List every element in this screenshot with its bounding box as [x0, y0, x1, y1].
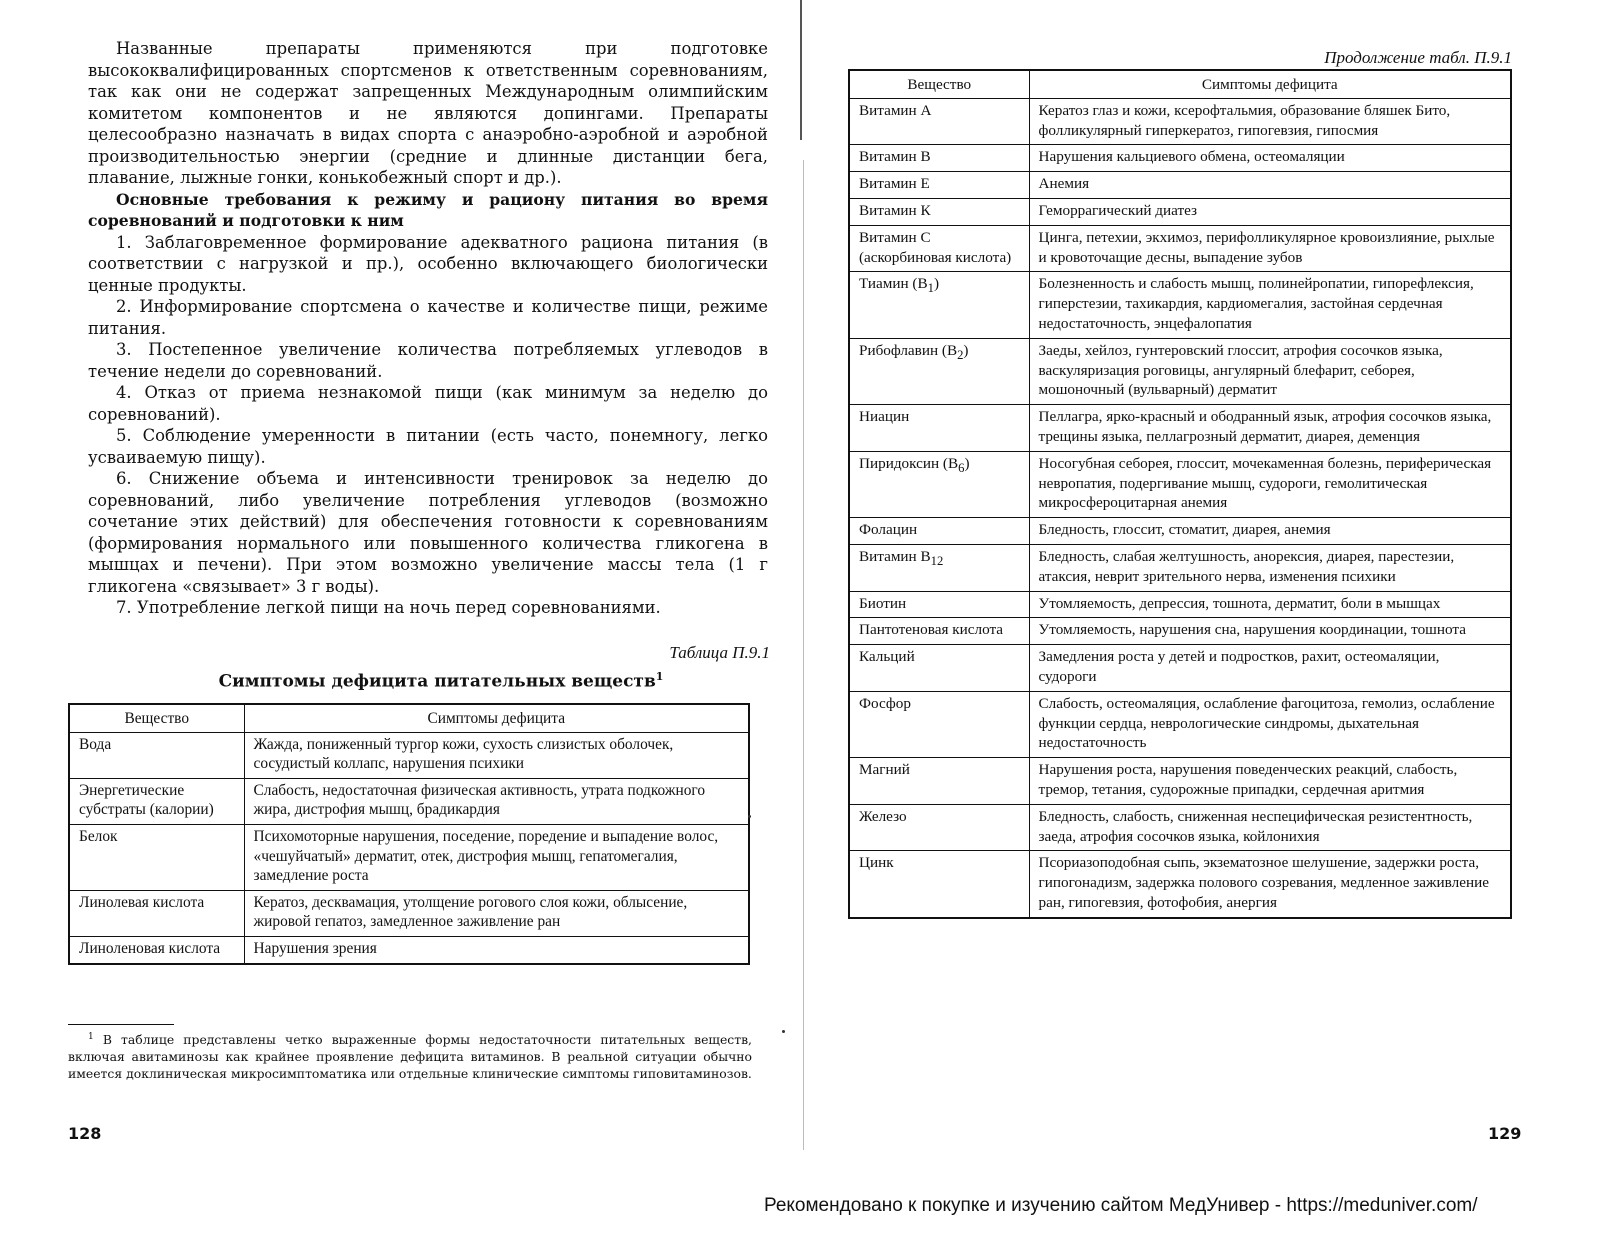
substance-name: Пантотеновая кислота — [859, 621, 1004, 639]
table-header-row — [69, 704, 749, 732]
substance-cell — [849, 145, 1029, 172]
body-paragraph: 3. Постепенное увеличение количества потребляемых углеводов в течение недели до соревнований. — [88, 340, 768, 381]
table-title-footnote-marker: 1 — [655, 670, 664, 683]
meduniver-banner: Рекомендовано к покупке и изучению сайтом МедУнивер - https://meduniver.com/ — [764, 1195, 1478, 1216]
substance-cell — [69, 824, 244, 890]
symptoms-cell: Болезненность и слабость мышц, полинейропатии, гипорефлексия, гиперстезии, тахикардия, кардиомегалия, застойная сердечная недостаточность, энцефалопатия — [1029, 272, 1511, 338]
table-row — [849, 405, 1511, 452]
symptoms-cell: Слабость, недостаточная физическая активность, утрата подкожного жира, дистрофия мышц, брадикардия — [244, 778, 749, 824]
substance-cell — [849, 691, 1029, 757]
section-heading: Основные требования к режиму и рациону питания во время соревнований и подготовки к ним — [88, 189, 768, 230]
table-caption: Таблица П.9.1 — [669, 643, 770, 662]
symptoms-cell: Пеллагра, ярко-красный и ободранный язык, атрофия сосочков языка, трещины языка, пеллагрозный дерматит, диарея, деменция — [1029, 405, 1511, 452]
substance-subscript: 2 — [957, 347, 964, 362]
table-row — [849, 451, 1511, 517]
substance-cell — [849, 225, 1029, 272]
symptoms-cell: Кератоз, десквамация, утолщение рогового слоя кожи, облысение, жировой гепатоз, замедленное заживление ран — [244, 890, 749, 936]
substance-name: Пиридоксин (B — [859, 454, 959, 472]
substance-name: Ниацин — [859, 408, 910, 426]
table-row — [849, 338, 1511, 404]
header-symptoms: Симптомы дефицита — [244, 704, 749, 732]
body-paragraph: 2. Информирование спортсмена о качестве и количестве пищи, режиме питания. — [88, 297, 768, 338]
substance-cell — [849, 591, 1029, 618]
substance-name: Фосфор — [859, 694, 911, 712]
substance-name: Цинк — [859, 854, 894, 872]
substance-name: Рибофлавин (B — [859, 341, 958, 359]
substance-name: Железо — [859, 807, 907, 825]
substance-name: Витамин В — [859, 148, 931, 166]
table-row — [849, 518, 1511, 545]
table-row — [849, 591, 1511, 618]
table-row — [849, 851, 1511, 918]
table-row — [69, 824, 749, 890]
substance-name: Магний — [859, 761, 910, 779]
table-row — [849, 172, 1511, 199]
header-substance: Вещество — [849, 70, 1029, 98]
substance-name: Тиамин (B — [859, 275, 928, 293]
body-paragraph: 6. Снижение объема и интенсивности тренировок за неделю до соревнований, либо увеличение потребления углеводов (возможно сочетание этих действий) для обеспечения готовности к соревнованиям (формирования нормального или повышенного количества гликогена в мышцах и печени). При этом возможно увеличение массы тела (1 г гликогена «связывает» 3 г воды). — [88, 469, 768, 596]
continuation-caption: Продолжение табл. П.9.1 — [1324, 48, 1512, 67]
deficiency-table-part1 — [68, 703, 750, 965]
table-title-text: Симптомы дефицита питательных веществ — [218, 671, 656, 692]
substance-suffix: ) — [964, 454, 970, 472]
substance-cell — [849, 338, 1029, 404]
body-paragraph: 4. Отказ от приема незнакомой пищи (как минимум за неделю до соревнований). — [88, 383, 768, 424]
table-row — [849, 645, 1511, 692]
body-paragraph: 1. Заблаговременное формирование адекватного рациона питания (в соответствии с нагрузкой и пр.), особенно включающего биологически ценные продукты. — [88, 232, 768, 295]
body-paragraph: 5. Соблюдение умеренности в питании (есть часто, понемногу, легко усваиваемую пищу). — [88, 426, 768, 467]
table-row — [849, 804, 1511, 851]
substance-cell — [849, 272, 1029, 338]
scan-speck — [748, 815, 751, 818]
page-number-right: 129 — [1488, 1124, 1522, 1143]
substance-name: Витамин B — [859, 547, 931, 565]
substance-cell — [849, 851, 1029, 918]
symptoms-cell: Утомляемость, нарушения сна, нарушения координации, тошнота — [1029, 618, 1511, 645]
substance-name: Витамин А — [859, 101, 932, 119]
table-row — [69, 890, 749, 936]
substance-cell — [849, 198, 1029, 225]
table-row — [849, 618, 1511, 645]
substance-suffix: ) — [933, 275, 940, 293]
substance-cell — [849, 618, 1029, 645]
symptoms-cell: Бледность, слабость, сниженная неспецифическая резистентность, заеда, атрофия сосочков языка, койлонихия — [1029, 804, 1511, 851]
substance-cell — [849, 645, 1029, 692]
symptoms-cell: Носогубная себорея, глоссит, мочекаменная болезнь, периферическая невропатия, подергивание мышц, судороги, гемолитическая микросфероцитарная анемия — [1029, 451, 1511, 517]
page-gutter — [800, 0, 802, 140]
table-row — [849, 198, 1511, 225]
page-number-left: 128 — [68, 1124, 102, 1143]
substance-name: Вода — [79, 735, 112, 753]
symptoms-cell: Анемия — [1029, 172, 1511, 199]
footnote-text: В таблице представлены четко выраженные формы недостаточности питательных веществ, включая авитаминозы как крайнее проявление дефицита витаминов. В реальной ситуации обычно имеется доклиническая микросимптоматика или отдельные клинические симптомы гиповитаминозов. — [68, 1032, 752, 1082]
table-row — [849, 225, 1511, 272]
symptoms-cell: Цинга, петехии, экхимоз, перифолликулярное кровоизлияние, рыхлые и кровоточащие десны, выпадение зубов — [1029, 225, 1511, 272]
symptoms-cell: Утомляемость, депрессия, тошнота, дерматит, боли в мышцах — [1029, 591, 1511, 618]
symptoms-cell: Слабость, остеомаляция, ослабление фагоцитоза, гемолиз, ослабление функции сердца, неврологические синдромы, дыхательная недостаточность — [1029, 691, 1511, 757]
substance-name: Линоленовая кислота — [79, 939, 221, 957]
substance-cell — [849, 451, 1029, 517]
table-row — [849, 758, 1511, 805]
substance-cell — [849, 758, 1029, 805]
substance-cell — [69, 936, 244, 963]
footnote-marker: 1 — [88, 1032, 94, 1042]
substance-name: Белок — [79, 827, 118, 845]
symptoms-cell: Нарушения зрения — [244, 936, 749, 963]
table-row — [849, 98, 1511, 145]
symptoms-cell: Геморрагический диатез — [1029, 198, 1511, 225]
body-paragraph: 7. Употребление легкой пищи на ночь перед соревнованиями. — [116, 598, 661, 617]
symptoms-cell: Кератоз глаз и кожи, ксерофтальмия, образование бляшек Бито, фолликулярный гиперкератоз, гипогевзия, гипосмия — [1029, 98, 1511, 145]
symptoms-cell: Псориазоподобная сыпь, экзематозное шелушение, задержки роста, гипогонадизм, задержка полового созревания, медленное заживление ран, гипогевзия, фотофобия, анергия — [1029, 851, 1511, 918]
substance-cell — [849, 172, 1029, 199]
substance-name: Линолевая кислота — [79, 893, 205, 911]
substance-name: Кальций — [859, 648, 915, 666]
table-row — [849, 272, 1511, 338]
scan-speck — [782, 1030, 785, 1033]
substance-cell — [849, 518, 1029, 545]
table-row — [849, 691, 1511, 757]
substance-cell — [849, 804, 1029, 851]
substance-subscript: 6 — [958, 460, 965, 475]
symptoms-cell: Бледность, глоссит, стоматит, диарея, анемия — [1029, 518, 1511, 545]
substance-name: Витамин К — [859, 201, 931, 219]
substance-suffix: ) — [963, 341, 969, 359]
body-paragraph: Названные препараты применяются при подготовке высококвалифицированных спортсменов к ответственным соревнованиям, так как они не содержат запрещенных Международным олимпийским комитетом компонентов и не являются допингами. Препараты целесообразно назначать в видах спорта с анаэробно-аэробной и аэробной производительностью энергии (средние и длинные дистанции бега, плавание, лыжные гонки, конькобежный спорт и др.). — [88, 39, 768, 187]
header-substance: Вещество — [69, 704, 244, 732]
symptoms-cell: Бледность, слабая желтушность, анорексия, диарея, парестезии, атаксия, неврит зрительного нерва, изменения психики — [1029, 544, 1511, 591]
deficiency-table-part2 — [848, 69, 1512, 919]
page-gutter-shadow — [803, 160, 804, 1150]
table-row — [849, 145, 1511, 172]
substance-cell — [69, 890, 244, 936]
footnote-rule — [68, 1024, 174, 1025]
symptoms-cell: Заеды, хейлоз, гунтеровский глоссит, атрофия сосочков языка, васкуляризация роговицы, ангулярный блефарит, себорея, мошоночный (вульварный) дерматит — [1029, 338, 1511, 404]
substance-name: Биотин — [859, 594, 907, 612]
substance-cell — [849, 405, 1029, 452]
table-row — [69, 936, 749, 963]
substance-cell — [849, 544, 1029, 591]
footnote — [68, 1029, 752, 1082]
symptoms-cell: Замедления роста у детей и подростков, рахит, остеомаляции, судороги — [1029, 645, 1511, 692]
table-row — [849, 544, 1511, 591]
substance-subscript: 12 — [930, 553, 944, 568]
symptoms-cell: Жажда, пониженный тургор кожи, сухость слизистых оболочек, сосудистый коллапс, нарушения психики — [244, 732, 749, 778]
substance-subscript: 1 — [927, 281, 934, 296]
table-title — [70, 670, 812, 692]
symptoms-cell: Нарушения роста, нарушения поведенческих реакций, слабость, тремор, тетания, судорожные припадки, сердечная аритмия — [1029, 758, 1511, 805]
symptoms-cell: Нарушения кальциевого обмена, остеомаляции — [1029, 145, 1511, 172]
substance-cell — [69, 732, 244, 778]
substance-name: Витамин С (аскорбиновая кислота) — [859, 228, 1012, 266]
table-header-row — [849, 70, 1511, 98]
header-symptoms: Симптомы дефицита — [1029, 70, 1511, 98]
substance-cell — [69, 778, 244, 824]
substance-cell — [849, 98, 1029, 145]
table-row — [69, 732, 749, 778]
substance-name: Фолацин — [859, 521, 918, 539]
substance-name: Энергетические субстраты (калории) — [79, 781, 214, 819]
left-body-text — [88, 38, 768, 619]
table-row — [69, 778, 749, 824]
symptoms-cell: Психомоторные нарушения, поседение, поредение и выпадение волос, «чешуйчатый» дерматит, отек, дистрофия мышц, гепатомегалия, замедление роста — [244, 824, 749, 890]
substance-name: Витамин Е — [859, 175, 930, 193]
